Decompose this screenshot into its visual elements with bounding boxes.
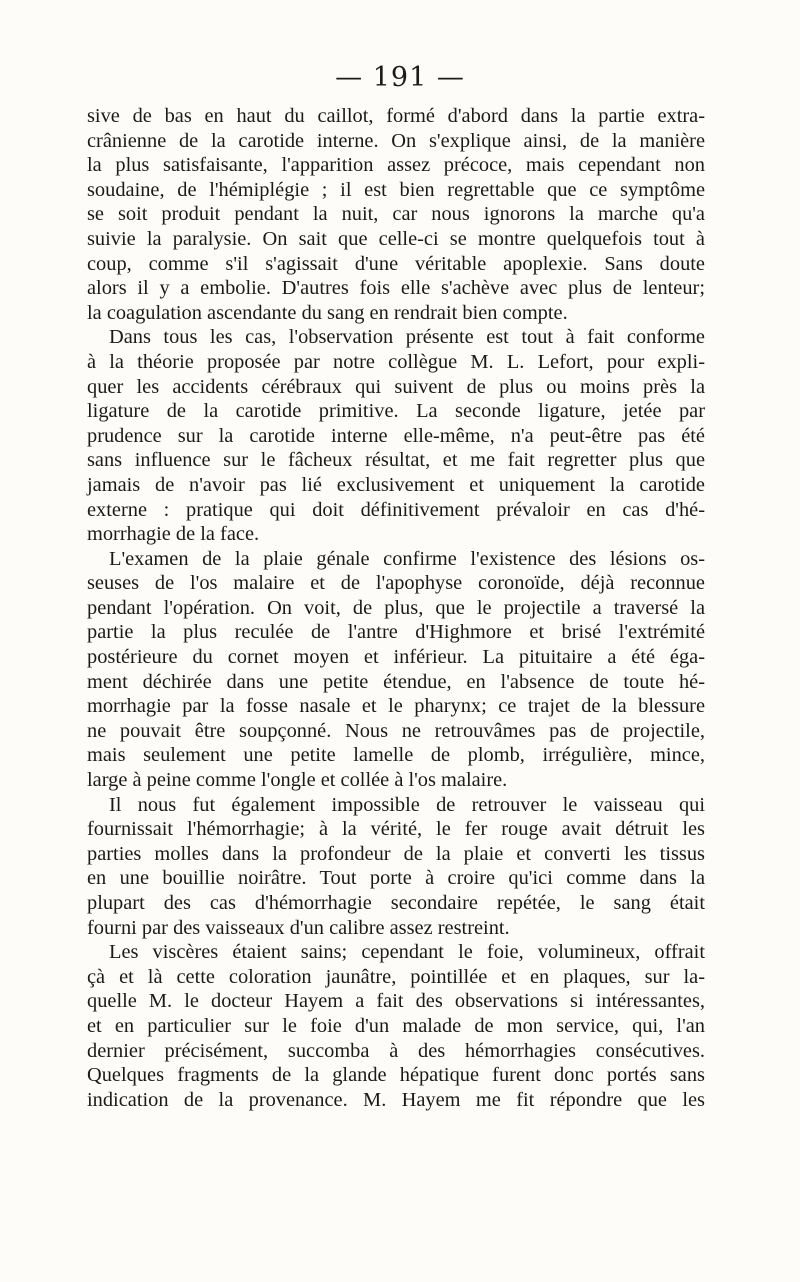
body-text xyxy=(87,104,705,1112)
paragraph xyxy=(87,793,705,941)
text-line: externe : pratique qui doit définitivement prévaloir en cas d'hé- xyxy=(87,498,705,521)
text-line: en une bouillie noirâtre. Tout porte à croire qu'ici comme dans la xyxy=(87,867,705,890)
text-line: ne pouvait être soupçonné. Nous ne retrouvâmes pas de projectile, xyxy=(87,719,705,742)
text-line: prudence sur la carotide interne elle-même, n'a peut-être pas été xyxy=(87,424,705,447)
text-line: suivie la paralysie. On sait que celle-ci se montre quelquefois tout à xyxy=(87,227,705,250)
text-line: indication de la provenance. M. Hayem me fit répondre que les xyxy=(87,1088,705,1111)
text-line: Il nous fut également impossible de retrouver le vaisseau qui xyxy=(109,793,705,816)
text-line: plupart des cas d'hémorrhagie secondaire repétée, le sang était xyxy=(87,892,705,914)
text-line: partie la plus reculée de l'antre d'Highmore et brisé l'extrémité xyxy=(87,621,705,644)
paragraph xyxy=(87,547,705,793)
text-line: Les viscères étaient sains; cependant le foie, volumineux, offrait xyxy=(109,941,705,964)
paragraph xyxy=(87,940,705,1112)
text-line: et en particulier sur le foie d'un malade de mon service, qui, l'an xyxy=(87,1014,705,1037)
text-line: la plus satisfaisante, l'apparition assez précoce, mais cependant non xyxy=(87,154,705,177)
text-line: fournissait l'hémorrhagie; à la vérité, le fer rouge avait détruit les xyxy=(87,818,705,841)
paragraph xyxy=(87,325,705,546)
text-line: coup, comme s'il s'agissait d'une véritable apoplexie. Sans doute xyxy=(87,252,705,275)
text-line: fourni par des vaisseaux d'un calibre assez restreint. xyxy=(87,916,510,939)
text-line: large à peine comme l'ongle et collée à l'os malaire. xyxy=(87,769,508,792)
text-line: L'examen de la plaie génale confirme l'existence des lésions os- xyxy=(109,547,705,570)
text-line: jamais de n'avoir pas lié exclusivement et uniquement la carotide xyxy=(87,473,705,496)
paragraph xyxy=(87,104,705,325)
text-line: parties molles dans la profondeur de la plaie et converti les tissus xyxy=(87,842,705,865)
text-line: crânienne de la carotide interne. On s'explique ainsi, de la manière xyxy=(87,129,705,152)
text-line: Quelques fragments de la glande hépatique furent donc portés sans xyxy=(87,1064,705,1087)
text-line: sans influence sur le fâcheux résultat, et me fait regretter plus que xyxy=(87,449,705,472)
text-line: postérieure du cornet moyen et inférieur. La pituitaire a été éga- xyxy=(87,646,705,669)
text-line: sive de bas en haut du caillot, formé d'abord dans la partie extra- xyxy=(87,105,705,127)
text-line: alors il y a embolie. D'autres fois elle s'achève avec plus de lenteur; xyxy=(87,277,705,300)
text-line: ligature de la carotide primitive. La seconde ligature, jetée par xyxy=(87,400,705,423)
text-line: à la théorie proposée par notre collègue M. L. Lefort, pour expli- xyxy=(87,350,705,373)
text-line: la coagulation ascendante du sang en rendrait bien compte. xyxy=(87,301,568,324)
text-line: Dans tous les cas, l'observation présente est tout à fait conforme xyxy=(109,326,705,349)
text-line: mais seulement une petite lamelle de plomb, irrégulière, mince, xyxy=(87,744,705,767)
text-line: ment déchirée dans une petite étendue, en l'absence de toute hé- xyxy=(87,670,705,693)
text-line: se soit produit pendant la nuit, car nous ignorons la marche qu'a xyxy=(87,203,705,226)
text-line: quer les accidents cérébraux qui suivent de plus ou moins près la xyxy=(87,375,705,398)
text-line: çà et là cette coloration jaunâtre, pointillée et en plaques, sur la- xyxy=(87,965,705,988)
text-line: dernier précisément, succomba à des hémorrhagies consécutives. xyxy=(87,1039,705,1062)
text-line: seuses de l'os malaire et de l'apophyse coronoïde, déjà reconnue xyxy=(87,572,705,595)
text-line: morrhagie par la fosse nasale et le pharynx; ce trajet de la blessure xyxy=(87,695,705,718)
text-line: morrhagie de la face. xyxy=(87,523,260,546)
page-number-header: — 191 — xyxy=(335,62,465,93)
text-line: pendant l'opération. On voit, de plus, que le projectile a traversé la xyxy=(87,596,705,619)
text-line: quelle M. le docteur Hayem a fait des observations si intéressantes, xyxy=(87,990,705,1013)
text-line: soudaine, de l'hémiplégie ; il est bien regrettable que ce symptôme xyxy=(87,178,705,201)
